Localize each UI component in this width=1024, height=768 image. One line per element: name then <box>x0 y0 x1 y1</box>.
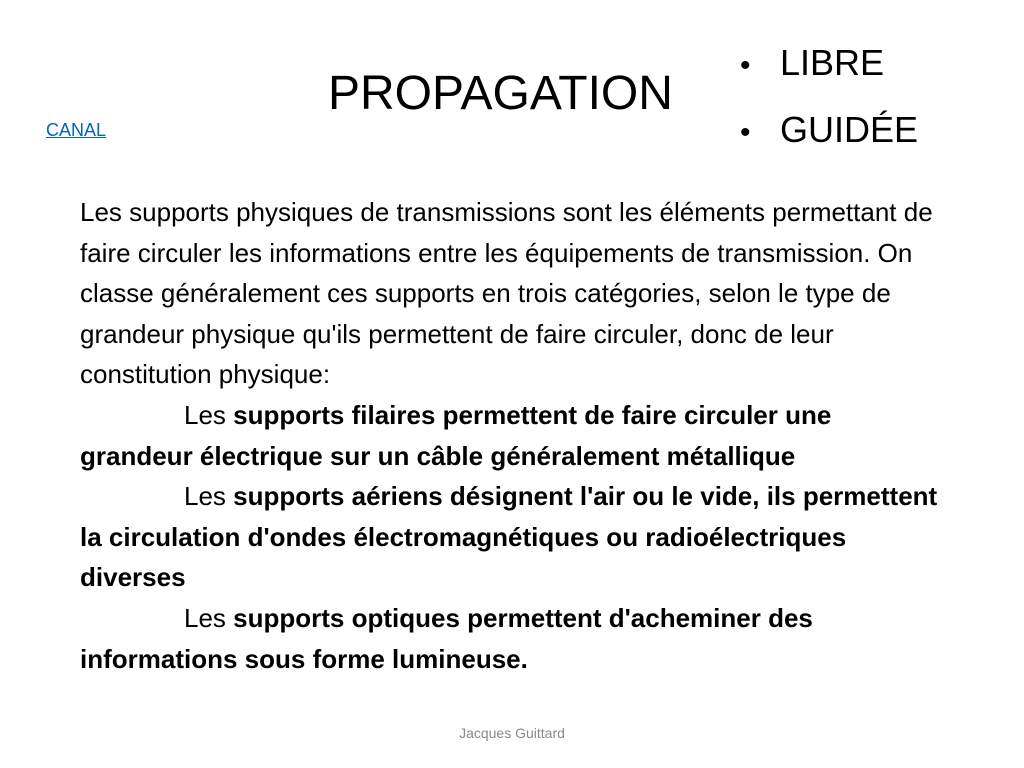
body-text <box>80 192 950 679</box>
item-bold: supports optiques permettent d'acheminer des informations sous forme lumineuse. <box>80 602 813 674</box>
bullet-list <box>740 40 918 174</box>
bullet-label: LIBRE <box>780 42 885 83</box>
intro-paragraph: Les supports physiques de transmissions sont les éléments permettant de faire circuler les informations entre les équipements de transmission. On classe généralement ces supports en trois catégories, selon le type de grandeur physique qu'ils permettent de faire circuler, donc de leur constitution physique: <box>80 197 933 390</box>
bullet-dot-icon: • <box>740 116 751 149</box>
bullet-label: GUIDÉE <box>780 109 919 150</box>
item-lead: Les <box>184 399 234 430</box>
item-paragraph <box>80 395 950 476</box>
bullet-dot-icon: • <box>740 49 751 82</box>
item-bold: supports aériens désignent l'air ou le vide, ils permettent la circulation d'ondes électromagnétiques ou radioélectriques diverses <box>80 481 938 593</box>
bullet-item-guidee <box>740 107 918 156</box>
slide-title: PROPAGATION <box>328 67 673 120</box>
item-bold: supports filaires permettent de faire circuler une grandeur électrique sur un câble généralement métallique <box>80 399 832 471</box>
canal-link[interactable]: CANAL <box>46 120 107 140</box>
footer-author: Jacques Guittard <box>459 725 565 741</box>
item-paragraph <box>80 598 950 679</box>
item-paragraph <box>80 476 950 598</box>
bullet-item-libre <box>740 40 918 89</box>
item-lead: Les <box>184 481 234 512</box>
item-lead: Les <box>184 602 234 633</box>
